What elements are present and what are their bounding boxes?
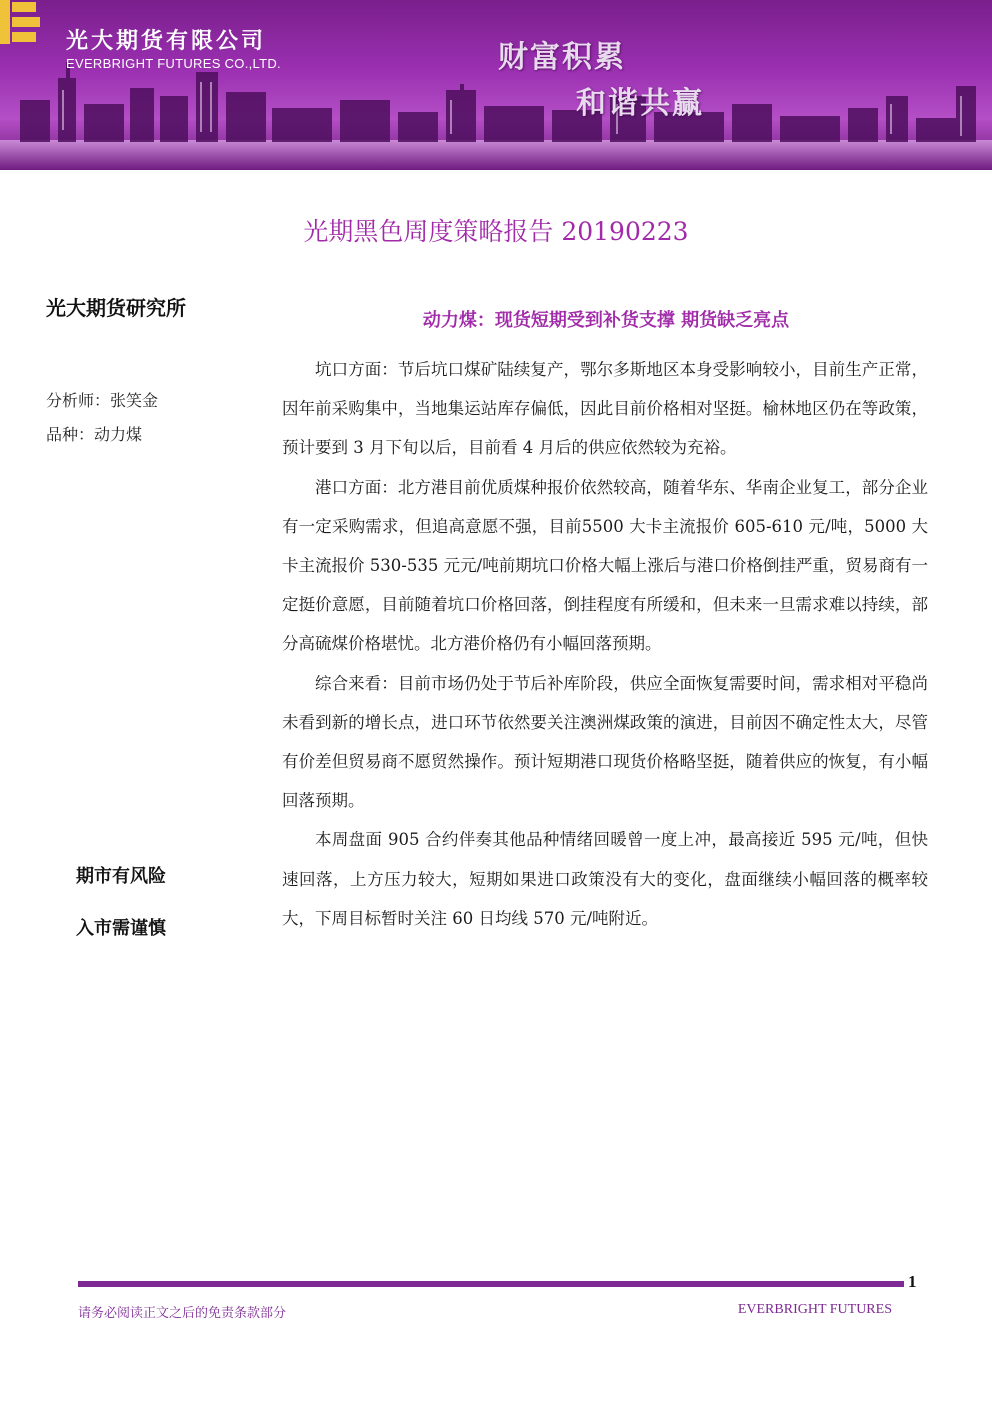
header-banner (0, 0, 992, 170)
company-logo-icon (0, 0, 42, 44)
variety-label: 品种：动力煤 (46, 425, 143, 444)
research-institute-name: 光大期货研究所 (46, 296, 186, 320)
section-subtitle: 动力煤：现货短期受到补货支撑 期货缺乏亮点 (422, 310, 790, 331)
paragraph-futures: 本周盘面 905 合约伴奏其他品种情绪回暖曾一度上冲，最高接近 595 元/吨，但快速回落，上方压力较大，短期如果进口政策没有大的变化，盘面继续小幅回落的概率较大，下周目标暂时关注 60 日均线 570 元/吨附近。 (282, 830, 928, 928)
risk-warning-line-2: 入市需谨慎 (76, 918, 166, 939)
slogan-line-2: 和谐共赢 (576, 86, 704, 121)
paragraph-pit-mouth: 坑口方面：节后坑口煤矿陆续复产，鄂尔多斯地区本身受影响较小，目前生产正常，因年前采购集中，当地集运站库存偏低，因此目前价格相对坚挺。榆林地区仍在等政策，预计要到 3 月下旬以后，目前看 4 月后的供应依然较为充裕。 (282, 360, 928, 458)
risk-warning-line-1: 期市有风险 (76, 866, 166, 887)
company-name-en: EVERBRIGHT FUTURES CO.,LTD. (66, 56, 281, 71)
slogan-line-1: 财富积累 (498, 40, 626, 75)
report-body (282, 350, 928, 938)
company-name-cn: 光大期货有限公司 (66, 28, 267, 54)
footer-brand: EVERBRIGHT FUTURES (737, 1302, 892, 1317)
page-number: 1 (908, 1272, 917, 1291)
analyst-name: 分析师：张笑金 (46, 391, 159, 410)
disclaimer-note: 请务必阅读正文之后的免责条款部分 (78, 1306, 287, 1321)
footer-divider (78, 1281, 904, 1287)
report-title: 光期黑色周度策略报告 20190223 (303, 217, 689, 246)
paragraph-summary: 综合来看：目前市场仍处于节后补库阶段，供应全面恢复需要时间，需求相对平稳尚未看到新的增长点，进口环节依然要关注澳洲煤政策的演进，目前因不确定性太大，尽管有价差但贸易商不愿贸然操作。预计短期港口现货价格略坚挺，随着供应的恢复，有小幅回落预期。 (282, 673, 928, 811)
paragraph-port: 港口方面：北方港目前优质煤种报价依然较高，随着华东、华南企业复工，部分企业有一定采购需求，但追高意愿不强，目前5500 大卡主流报价 605-610 元/吨，5000 大卡主流报价 530-535 元元/吨前期坑口价格大幅上涨后与港口价格倒挂严重，贸易商有一定挺价意愿，目前随着坑口价格回落，倒挂程度有所缓和，但未来一旦需求难以持续，部分高硫煤价格堪忧。北方港价格仍有小幅回落预期。 (282, 477, 928, 654)
